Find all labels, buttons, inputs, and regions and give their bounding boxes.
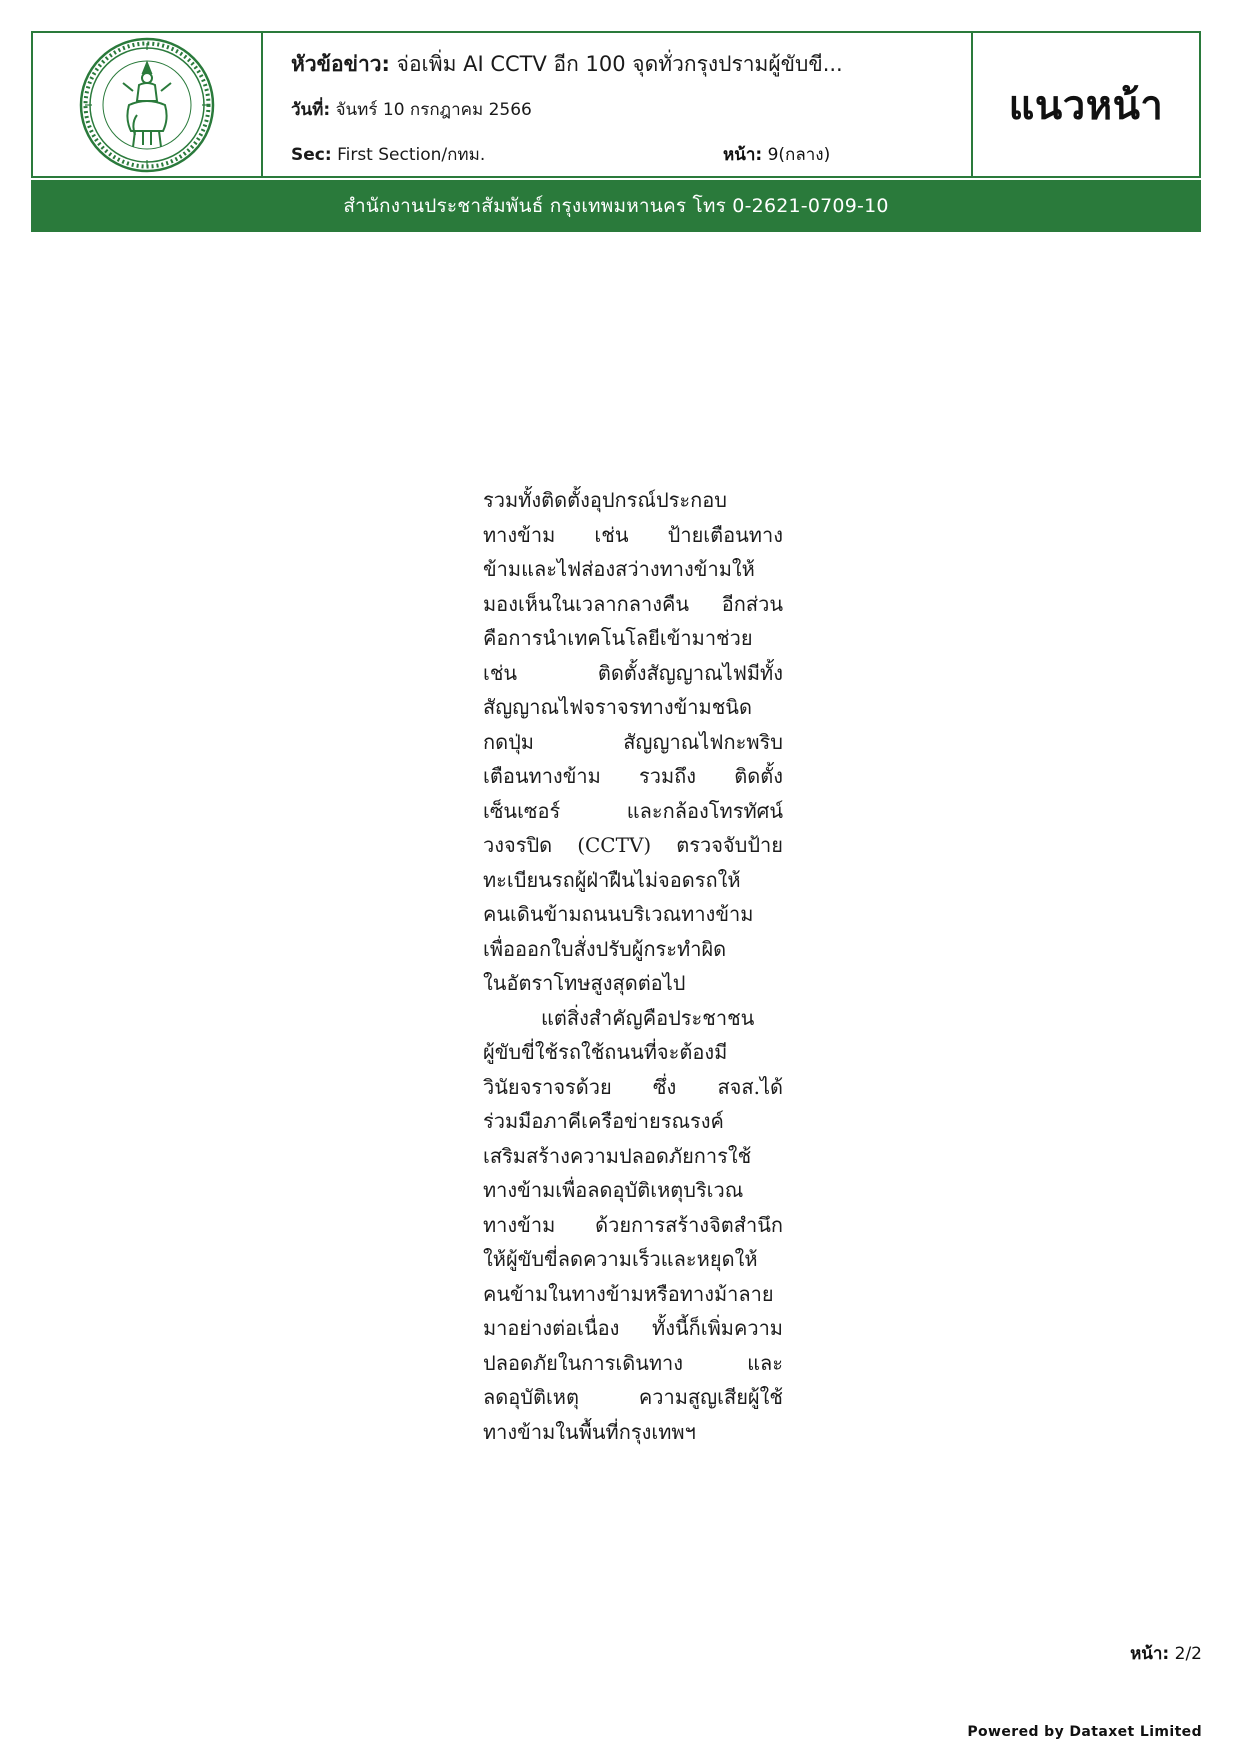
article-body (483, 483, 783, 1449)
article-line: เช่น ติดตั้งสัญญาณไฟมีทั้ง (483, 660, 783, 685)
pr-office-text: สำนักงานประชาสัมพันธ์ กรุงเทพมหานคร โทร 0-2621-0709-10 (343, 195, 889, 217)
article-line: ทางข้าม ด้วยการสร้างจิตสำนึก (483, 1212, 783, 1237)
article-line: วงจรปิด (CCTV) ตรวจจับป้าย (483, 833, 783, 857)
headline-row (291, 48, 843, 81)
article-line: ข้ามและไฟส่องสว่างทางข้ามให้ (483, 557, 755, 581)
page-counter-label: หน้า: (1130, 1644, 1170, 1664)
article-line: สัญญาณไฟจราจรทางข้ามชนิด (483, 695, 752, 719)
article-line: เพื่อออกใบสั่งปรับผู้กระทำผิด (483, 936, 727, 961)
article-line: ปลอดภัยในการเดินทาง และ (483, 1350, 783, 1375)
page-counter-value: 2/2 (1174, 1644, 1202, 1664)
date-value: จันทร์ 10 กรกฎาคม 2566 (335, 100, 532, 120)
article-line: เซ็นเซอร์ และกล้องโทรทัศน์ (483, 798, 783, 823)
section-row (291, 141, 485, 168)
article-line: เสริมสร้างความปลอดภัยการใช้ (483, 1143, 752, 1168)
headline-label: หัวข้อข่าว: (291, 52, 390, 76)
page-label: หน้า: (723, 145, 763, 165)
clipping-header (31, 31, 1201, 178)
section-value: First Section/กทม. (337, 145, 486, 165)
article-line: วินัยจราจรด้วย ซึ่ง สจส.ได้ (483, 1074, 783, 1099)
article-line: คือการนำเทคโนโลยีเข้ามาช่วย (483, 626, 753, 650)
article-line: เตือนทางข้าม รวมถึง ติดตั้ง (483, 764, 783, 788)
article-line: คนเดินข้ามถนนบริเวณทางข้าม (483, 902, 754, 926)
article-line: กดปุ่ม สัญญาณไฟกะพริบ (483, 729, 783, 754)
page-counter (1130, 1640, 1202, 1667)
headline-text: จ่อเพิ่ม AI CCTV อีก 100 จุดทั่วกรุงปรามผู้ขับขี... (396, 52, 843, 76)
article-line: มองเห็นในเวลากลางคืน อีกส่วน (483, 591, 783, 616)
info-cell (263, 33, 973, 176)
newspaper-name: แนวหน้า (1008, 82, 1164, 129)
article-line: ทางข้ามเพื่อลดอุบัติเหตุบริเวณ (483, 1178, 744, 1202)
article-line: ทะเบียนรถผู้ฝ่าฝืนไม่จอดรถให้ (483, 867, 741, 892)
date-label: วันที่: (291, 100, 331, 120)
article-line: ทางข้าม เช่น ป้ายเตือนทาง (483, 522, 783, 547)
date-row (291, 96, 532, 123)
newspaper-cell (973, 33, 1199, 176)
article-line: ให้ผู้ขับขี่ลดความเร็วและหยุดให้ (483, 1247, 758, 1271)
powered-by: Powered by Dataxet Limited (967, 1724, 1202, 1740)
page-row (723, 141, 830, 168)
article-line: ผู้ขับขี่ใช้รถใช้ถนนที่จะต้องมี (483, 1040, 728, 1064)
bangkok-seal-icon (77, 35, 217, 175)
pr-office-banner (31, 180, 1201, 232)
article-line: มาอย่างต่อเนื่อง ทั้งนี้ก็เพิ่มความ (483, 1316, 783, 1340)
article-line: ร่วมมือภาคีเครือข่ายรณรงค์ (483, 1109, 724, 1133)
article-line: รวมทั้งติดตั้งอุปกรณ์ประกอบ (483, 488, 727, 512)
section-label: Sec: (291, 145, 332, 165)
logo-cell (33, 33, 263, 176)
article-line: ทางข้ามในพื้นที่กรุงเทพฯ (483, 1419, 696, 1444)
article-line: แต่สิ่งสำคัญคือประชาชน (541, 1005, 755, 1030)
article-line: ในอัตราโทษสูงสุดต่อไป (483, 971, 686, 995)
page-value: 9(กลาง) (767, 145, 831, 165)
article-line: ลดอุบัติเหตุ ความสูญเสียผู้ใช้ (483, 1385, 783, 1409)
article-line: คนข้ามในทางข้ามหรือทางม้าลาย (483, 1281, 774, 1306)
